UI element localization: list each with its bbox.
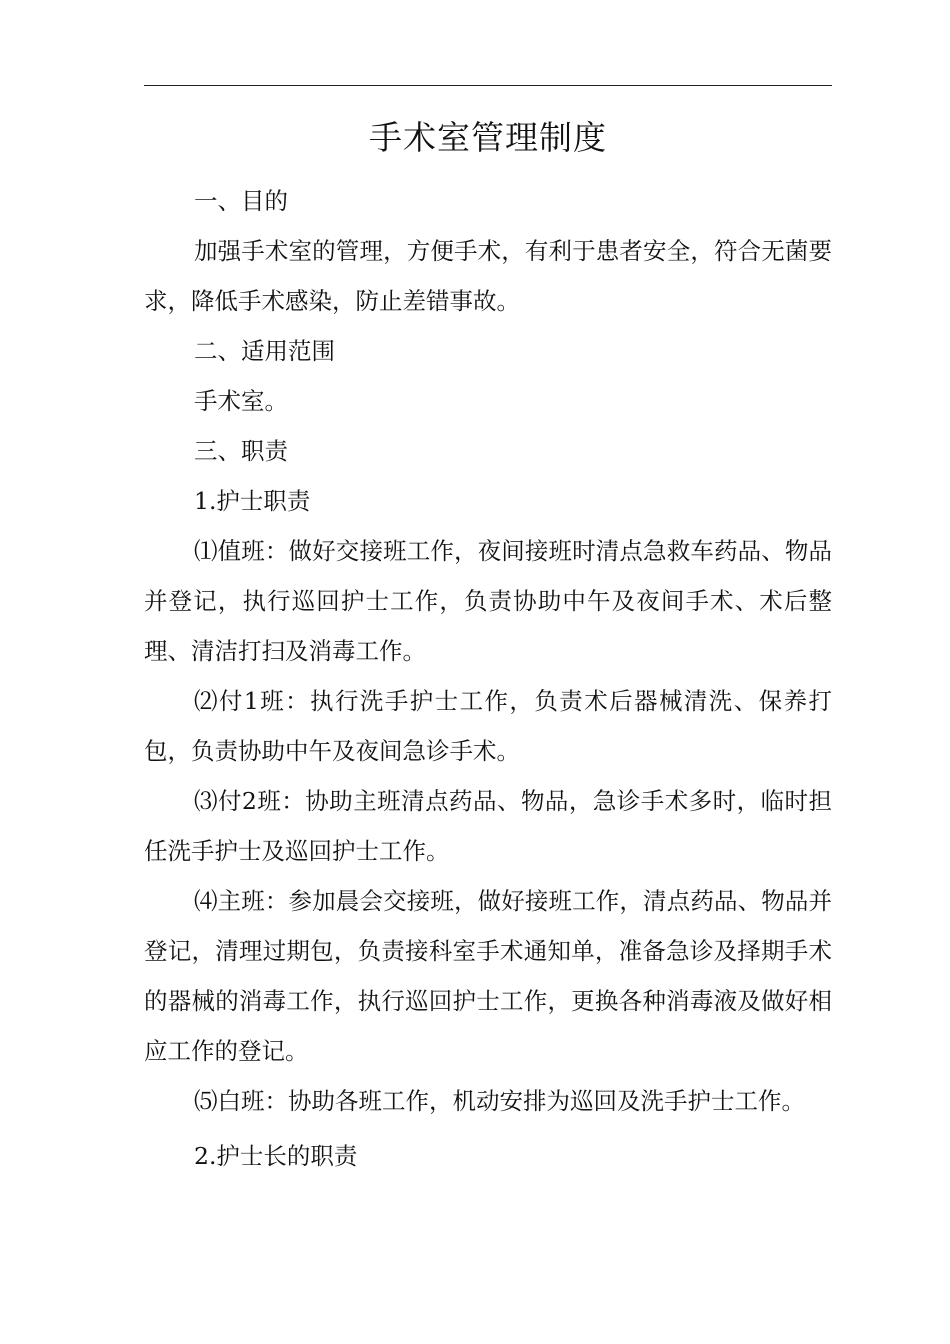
header-rule: [144, 85, 832, 86]
paragraph-purpose: 加强手术室的管理，方便手术，有利于患者安全，符合无菌要求，降低手术感染，防止差错事故。: [144, 237, 832, 315]
section-heading-duties: 三、职责: [194, 437, 288, 465]
paragraph-duty-shift-2: ⑶付2班：协助主班清点药品、物品，急诊手术多时，临时担任洗手护士及巡回护士工作。: [144, 787, 832, 865]
document-title: 手术室管理制度: [369, 118, 607, 157]
subheading-head-nurse-duties: 2.护士长的职责: [194, 1142, 358, 1170]
paragraph-duty-main-shift: ⑷主班：参加晨会交接班，做好接班工作，清点药品、物品并登记，清理过期包，负责接科室手术通知单，准备急诊及择期手术的器械的消毒工作，执行巡回护士工作，更换各种消毒液及做好相应工作的登记。: [144, 887, 832, 1065]
paragraph-duty-shift-1: ⑵付1班：执行洗手护士工作，负责术后器械清洗、保养打包，负责协助中午及夜间急诊手术。: [144, 687, 832, 765]
paragraph-duty-on-call: ⑴值班：做好交接班工作，夜间接班时清点急救车药品、物品并登记，执行巡回护士工作，负责协助中午及夜间手术、术后整理、清洁打扫及消毒工作。: [144, 537, 832, 665]
subheading-nurse-duties: 1.护士职责: [194, 487, 311, 515]
section-heading-purpose: 一、目的: [194, 187, 288, 215]
paragraph-scope: 手术室。: [194, 387, 288, 415]
paragraph-duty-day-shift: ⑸白班：协助各班工作，机动安排为巡回及洗手护士工作。: [194, 1087, 805, 1115]
section-heading-scope: 二、适用范围: [194, 337, 335, 365]
document-body: [144, 176, 832, 1181]
